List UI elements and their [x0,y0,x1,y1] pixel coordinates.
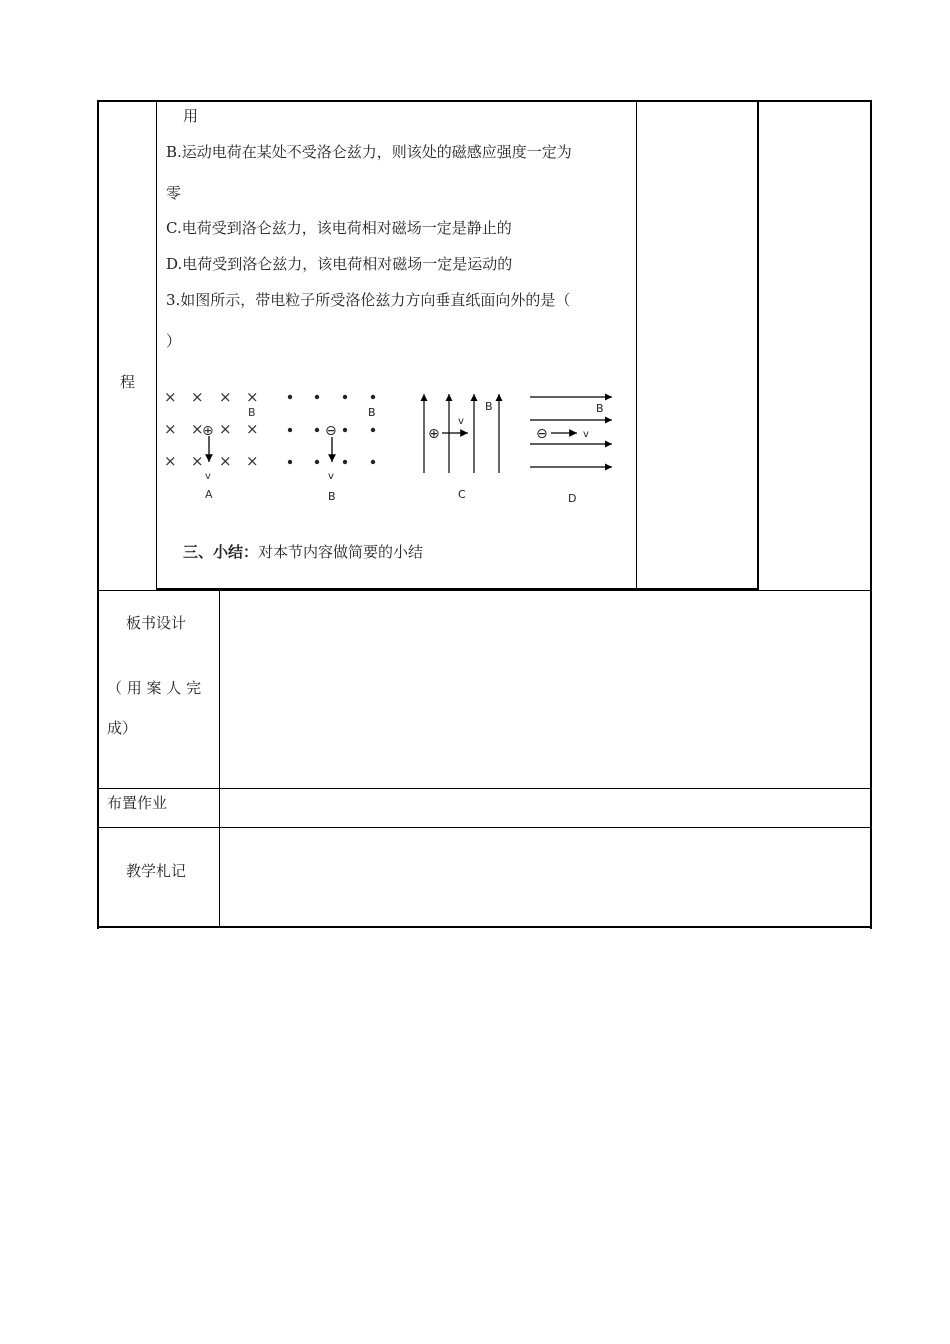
homework-cell[interactable] [220,789,870,827]
svg-text:×: × [191,388,204,406]
panel-c-velocity-label: v [458,416,464,427]
svg-text:×: × [219,420,232,438]
board-design-cell[interactable] [220,591,870,788]
summary-heading: 三、小结： [183,543,259,561]
text-line-6: 3.如图所示，带电粒子所受洛伦兹力方向垂直纸面向外的是（ [166,291,571,309]
svg-text:×: × [219,388,232,406]
panel-d [530,397,612,505]
panel-a-label: A [205,488,213,501]
panel-b [288,395,376,503]
summary-text: 对本节内容做简要的小结 [258,543,424,561]
text-line-1: 用 [183,107,199,125]
teaching-notes-cell[interactable] [220,828,870,926]
svg-text:×: × [191,420,204,438]
text-line-5: D.电荷受到洛仑兹力，该电荷相对磁场一定是运动的 [166,255,513,273]
panel-a-velocity-label: v [205,471,211,482]
svg-text:×: × [164,452,177,470]
panel-b-velocity-label: v [328,471,334,482]
svg-text:×: × [219,452,232,470]
panel-c-field-label: B [485,400,493,413]
panel-d-label: D [568,492,577,505]
homework-label: 布置作业 [107,794,168,812]
svg-text:×: × [246,388,259,406]
panel-a-field-label: B [248,406,256,419]
svg-text:×: × [246,420,259,438]
svg-text:×: × [164,388,177,406]
summary-line [183,543,423,561]
svg-text:×: × [191,452,204,470]
panel-c-charge-icon: ⊕ [428,426,440,442]
text-line-3: 零 [166,184,182,202]
svg-text:×: × [164,420,177,438]
svg-text:×: × [246,452,259,470]
panel-b-charge-icon: ⊖ [325,423,337,439]
panel-b-field-label: B [368,406,376,419]
panel-c-label: C [458,488,466,501]
panel-a [164,388,259,501]
section-label: 程 [120,373,136,391]
board-design-label: 板书设计 [126,614,187,632]
panel-a-charge-icon: ⊕ [202,423,214,439]
board-design-note-2: 成） [107,719,138,737]
teaching-notes-label: 教学札记 [126,862,187,880]
text-line-2: B.运动电荷在某处不受洛仑兹力，则该处的磁感应强度一定为 [166,143,572,161]
panel-b-label: B [328,490,336,503]
text-line-4: C.电荷受到洛仑兹力，该电荷相对磁场一定是静止的 [166,219,512,237]
text-line-7: ） [166,332,182,350]
panel-c [424,394,499,501]
board-design-note-1: （ 用 案 人 完 [107,679,202,697]
panel-d-field-label: B [596,402,604,415]
panel-d-charge-icon: ⊖ [536,426,548,442]
panel-d-velocity-label: v [583,429,589,440]
